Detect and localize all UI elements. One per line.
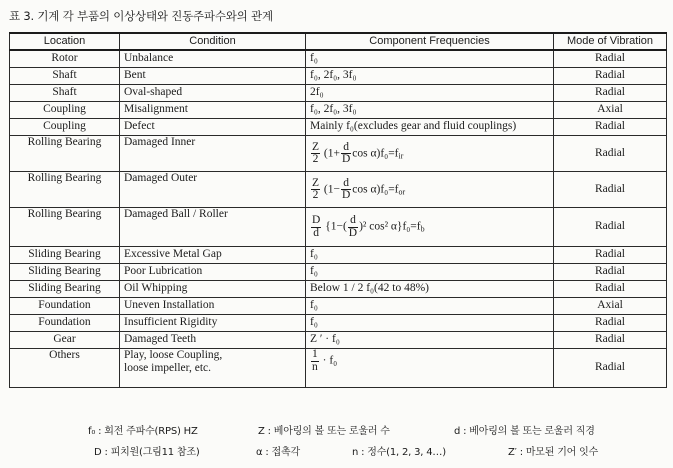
fraction xyxy=(311,215,321,239)
formula-part: (1− xyxy=(323,183,340,196)
cell-condition: Damaged Outer xyxy=(120,172,306,208)
table-row xyxy=(10,315,667,332)
cell-location: Sliding Bearing xyxy=(10,247,120,264)
legend-d: d : 베아링의 볼 또는 로울러 직경 xyxy=(454,426,595,437)
legend-zprime: Z′ : 마모된 기어 잇수 xyxy=(508,447,599,458)
cell-condition: Oil Whipping xyxy=(120,281,306,298)
cell-mode: Radial xyxy=(554,281,667,298)
cell-mode: Radial xyxy=(554,247,667,264)
formula-part: cos α)f₀=f xyxy=(352,147,399,160)
fraction-denominator: 2 xyxy=(312,153,319,165)
formula-outer xyxy=(310,178,405,202)
formula-part: (1+ xyxy=(323,147,340,160)
cell-mode: Axial xyxy=(554,102,667,119)
cell-mode: Axial xyxy=(554,298,667,315)
header-frequencies: Component Frequencies xyxy=(306,33,554,50)
header-row xyxy=(10,33,667,50)
cell-location: Sliding Bearing xyxy=(10,264,120,281)
table-row xyxy=(10,264,667,281)
table-row xyxy=(10,68,667,85)
cell-condition: Oval-shaped xyxy=(120,85,306,102)
legend-n: n : 정수(1, 2, 3, 4…) xyxy=(352,447,446,458)
table-row xyxy=(10,332,667,349)
cell-mode: Radial xyxy=(554,85,667,102)
symbol-legend xyxy=(60,418,660,460)
cell-location: Sliding Bearing xyxy=(10,281,120,298)
cell-condition: Poor Lubrication xyxy=(120,264,306,281)
fraction-numerator: d xyxy=(348,215,358,228)
fraction-denominator: d xyxy=(313,226,320,239)
table-row xyxy=(10,136,667,172)
cell-condition: Damaged Inner xyxy=(120,136,306,172)
legend-alpha: α : 접촉각 xyxy=(256,447,300,458)
cell-frequency-formula xyxy=(306,136,554,172)
formula-others xyxy=(310,349,337,373)
table-row xyxy=(10,50,667,68)
table-row xyxy=(10,102,667,119)
cell-condition: Defect xyxy=(120,119,306,136)
cell-condition: Insufficient Rigidity xyxy=(120,315,306,332)
fraction-numerator: Z xyxy=(312,176,320,189)
fraction-numerator: Z xyxy=(312,140,320,153)
formula-part: {1−( xyxy=(325,220,347,233)
formula-inner xyxy=(310,142,403,166)
cell-location: Rolling Bearing xyxy=(10,208,120,247)
fraction xyxy=(311,142,320,166)
fraction-numerator: 1 xyxy=(312,348,318,360)
legend-row xyxy=(60,439,660,460)
cell-location: Foundation xyxy=(10,298,120,315)
cell-location: Rolling Bearing xyxy=(10,136,120,172)
fraction-numerator: D xyxy=(312,214,321,226)
fraction xyxy=(311,349,319,373)
cell-mode: Radial xyxy=(554,172,667,208)
cell-location: Shaft xyxy=(10,85,120,102)
cell-location: Coupling xyxy=(10,102,120,119)
formula-ball xyxy=(310,215,425,239)
legend-D: D : 피치원(그림11 참조) xyxy=(94,447,200,458)
table-row xyxy=(10,119,667,136)
cell-condition: Damaged Teeth xyxy=(120,332,306,349)
cell-mode: Radial xyxy=(554,119,667,136)
table-caption: 표 3. 기계 각 부품의 이상상태와 진동주파수와의 관계 xyxy=(9,9,273,23)
cell-location: Others xyxy=(10,349,120,388)
cell-mode: Radial xyxy=(554,208,667,247)
vibration-table xyxy=(9,32,667,388)
cell-frequency: f₀, 2f₀, 3f₀ xyxy=(306,102,554,119)
formula-subscript: b xyxy=(420,224,425,234)
cell-frequency: Mainly f₀(excludes gear and fluid couplings) xyxy=(306,119,554,136)
legend-f0: f₀ : 회전 주파수(RPS) HZ xyxy=(88,426,198,437)
table-row xyxy=(10,172,667,208)
fraction xyxy=(341,178,351,202)
cell-frequency: 2f₀ xyxy=(306,85,554,102)
cell-mode: Radial xyxy=(554,264,667,281)
fraction-numerator: d xyxy=(341,178,351,191)
cell-condition: Damaged Ball / Roller xyxy=(120,208,306,247)
cell-condition: Unbalance xyxy=(120,50,306,68)
fraction-denominator: D xyxy=(348,226,358,239)
cell-frequency: f₀ xyxy=(306,298,554,315)
cell-frequency: f₀ xyxy=(306,315,554,332)
cell-mode: Radial xyxy=(554,136,667,172)
cell-frequency-formula xyxy=(306,349,554,388)
table-row xyxy=(10,208,667,247)
header-condition: Condition xyxy=(120,33,306,50)
fraction-numerator: d xyxy=(341,142,351,155)
cell-location: Coupling xyxy=(10,119,120,136)
table-row xyxy=(10,281,667,298)
cell-frequency: f₀, 2f₀, 3f₀ xyxy=(306,68,554,85)
cell-location: Rotor xyxy=(10,50,120,68)
fraction-denominator: D xyxy=(341,153,351,165)
cell-frequency: f₀ xyxy=(306,264,554,281)
fraction xyxy=(311,178,320,202)
formula-part: )² cos² α}f₀=f xyxy=(359,220,421,233)
cell-location: Gear xyxy=(10,332,120,349)
cell-condition: Excessive Metal Gap xyxy=(120,247,306,264)
legend-row xyxy=(60,418,660,439)
cell-location: Shaft xyxy=(10,68,120,85)
cell-mode: Radial xyxy=(554,315,667,332)
formula-part: cos α)f₀=f xyxy=(352,183,399,196)
cell-mode: Radial xyxy=(554,68,667,85)
cell-condition xyxy=(120,349,306,388)
cell-mode: Radial xyxy=(554,332,667,349)
table-row xyxy=(10,349,667,388)
table-row xyxy=(10,85,667,102)
cell-location: Rolling Bearing xyxy=(10,172,120,208)
header-location: Location xyxy=(10,33,120,50)
table-row xyxy=(10,298,667,315)
cell-frequency: f₀ xyxy=(306,247,554,264)
cell-condition: Misalignment xyxy=(120,102,306,119)
cell-frequency-formula xyxy=(306,172,554,208)
cell-location: Foundation xyxy=(10,315,120,332)
legend-z: Z : 베아링의 볼 또는 로울러 수 xyxy=(258,426,390,437)
condition-line: loose impeller, etc. xyxy=(124,362,212,375)
cell-condition: Uneven Installation xyxy=(120,298,306,315)
cell-condition: Bent xyxy=(120,68,306,85)
fraction-denominator: 2 xyxy=(312,189,319,201)
cell-frequency: Below 1 / 2 f₀(42 to 48%) xyxy=(306,281,554,298)
fraction xyxy=(348,215,358,239)
cell-frequency: f₀ xyxy=(306,50,554,68)
header-mode: Mode of Vibration xyxy=(554,33,667,50)
fraction xyxy=(341,142,351,166)
cell-frequency: Z ′ · f₀ xyxy=(306,332,554,349)
condition-line: Play, loose Coupling, xyxy=(124,349,223,361)
cell-frequency-formula xyxy=(306,208,554,247)
formula-subscript: ir xyxy=(398,151,404,161)
fraction-denominator: n xyxy=(312,360,318,373)
formula-part: · f₀ xyxy=(322,354,338,367)
formula-subscript: or xyxy=(398,187,406,197)
cell-mode: Radial xyxy=(554,349,667,388)
fraction-denominator: D xyxy=(341,189,351,201)
cell-mode: Radial xyxy=(554,50,667,68)
table-row xyxy=(10,247,667,264)
